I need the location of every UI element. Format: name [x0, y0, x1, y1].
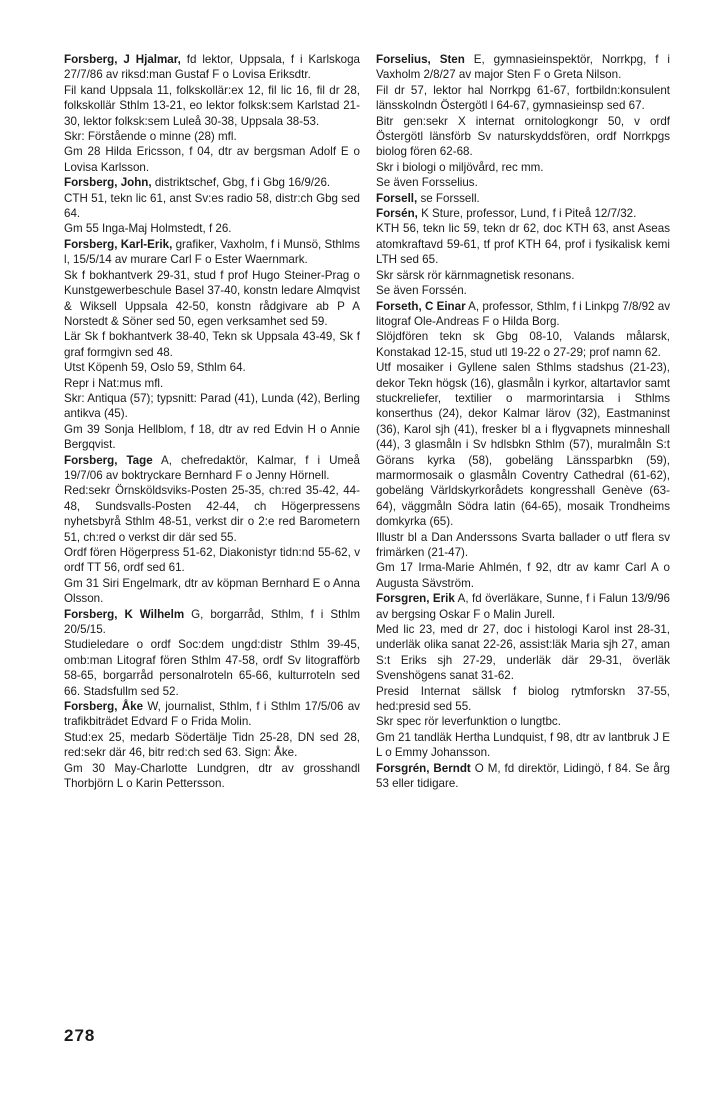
entry-paragraph: Med lic 23, med dr 27, doc i histologi Karol inst 28-31, underläk olika sanat 22-26, assist:läk Maria sjh 27, aman S:t Eriks sjh 27-29, underläk där 29-31, överläk Svenshögens sanat 31-62.: [376, 623, 670, 683]
entry-name: K Wilhelm: [117, 607, 185, 621]
entry-paragraph: Utf mosaiker i Gyllene salen Sthlms stadshus (21-23), dekor Tekn högsk (16), glasmåln i kyrkor, altartavlor samt stuckreliefer, textilier o marmorintarsia i Sthlms konserthus (24), dekor Kalmar lärov (32), Eastmaninst (36), Karol sjh (41), fresker bl a i flygvapnets minneshall (44), 3 glasmåln i Sv hdlsbkn Sthlm (57), muralmåln S:t Görans kyrka (58), gobeläng Länssparbkn (59), marmormosaik o glasmåln Coventry Cathedral (61-62), gobeläng Världskyrkorådets kongresshall Genève (63-64), väggmåln Södra latin (64-65), mosaik Trondheims domkyrka (65).: [376, 361, 670, 529]
biography-entry: [64, 453, 360, 607]
entry-heading: Forsberg, Karl-Erik,: [64, 237, 173, 251]
entry-first-line: [376, 299, 670, 330]
entry-paragraph: Illustr bl a Dan Anderssons Svarta ballader o utf flera sv frimärken (21-47).: [376, 530, 670, 559]
entry-text: grafiker, Vaxholm, f i Munsö, Sthlms l, 15/5/14 av murare Carl F o Ester Waernmark.: [64, 237, 360, 267]
page-number: 278: [64, 1026, 96, 1045]
entry-paragraph: Sk f bokhantverk 29-31, stud f prof Hugo Steiner-Prag o Kunstgewerbeschule Basel 37-40, konstn ledare Almqvist & Wiksell Uppsala 42-50, konstn rådgivare ab P A Norstedt & Söner sed 50, egen verksamhet sed 59.: [64, 268, 360, 328]
biography-entry: [376, 761, 670, 792]
entry-paragraph: Stud:ex 25, medarb Södertälje Tidn 25-28, DN sed 28, red:sekr där 46, bitr red:ch sed 63. Sign: Åke.: [64, 730, 360, 760]
entry-paragraph: Lär Sk f bokhantverk 38-40, Tekn sk Uppsala 43-49, Sk f graf formgivn sed 48.: [64, 330, 360, 359]
entry-heading: Forsgrén, Berndt: [376, 761, 471, 775]
entry-text: A, chefredaktör, Kalmar, f i Umeå 19/7/06 av boktryckare Bernhard F o Jenny Hörnell.: [64, 453, 360, 482]
biography-entry: [376, 191, 670, 206]
entry-paragraph: Se även Forssén.: [376, 284, 467, 298]
entry-paragraph: Gm 55 Inga-Maj Holmstedt, f 26.: [64, 222, 232, 236]
entry-heading: Forsberg,: [64, 607, 118, 621]
entry-paragraph: Presid Internat sällsk f biolog rytmforskn 37-55, hed:presid sed 55.: [376, 684, 670, 714]
entry-first-line: [376, 191, 670, 206]
entry-first-line: [64, 607, 360, 638]
biography-entry: [64, 52, 360, 175]
entry-first-line: [64, 453, 360, 484]
entry-heading: Forsberg,: [64, 53, 118, 66]
biography-entry: [64, 237, 360, 453]
entry-paragraph: Se även Forsselius.: [376, 176, 478, 190]
entry-paragraph: Gm 21 tandläk Hertha Lundquist, f 98, dtr av lantbruk J E L o Emmy Johansson.: [376, 730, 670, 760]
entry-first-line: [376, 591, 670, 622]
entry-paragraph: Fil kand Uppsala 11, folkskollär:ex 12, fil lic 16, fil dr 28, folkskollär Sthlm 13-21, eo lektor folksk:sem Karlstad 21-30, lektor folksk:sem Luleå 30-38, Uppsala 38-53.: [64, 83, 360, 128]
entry-first-line: [376, 206, 670, 221]
entry-paragraph: Gm 39 Sonja Hellblom, f 18, dtr av red Edvin H o Annie Bergqvist.: [64, 422, 360, 452]
entry-paragraph: Skr spec rör leverfunktion o lungtbc.: [376, 715, 561, 729]
entry-paragraph: Slöjdfören tekn sk Gbg 08-10, Valands målarsk, Konstakad 12-15, stud utl 19-22 o 27-29; prof namn 62.: [376, 330, 670, 359]
entry-paragraph: KTH 56, tekn lic 59, tekn dr 62, doc KTH 63, anst Aseas atomkraftavd 59-61, tf prof KTH 64, prof i fysikalisk kemi LTH sed 65.: [376, 222, 670, 267]
entry-heading: Forsberg, Tage: [64, 453, 153, 467]
entry-paragraph: Skr: Antiqua (57); typsnitt: Parad (41), Lunda (42), Berling antikva (45).: [64, 391, 360, 421]
entry-heading: Forsberg, John,: [64, 176, 152, 190]
entry-first-line: [376, 761, 670, 792]
entry-paragraph: Utst Köpenh 59, Oslo 59, Sthlm 64.: [64, 361, 246, 375]
entry-paragraph: CTH 51, tekn lic 61, anst Sv:es radio 58, distr:ch Gbg sed 64.: [64, 191, 360, 221]
entry-first-line: [64, 699, 360, 730]
entry-heading: Forsell,: [376, 191, 418, 205]
biography-entry: [64, 699, 360, 791]
entry-heading: Forsberg, Åke: [64, 700, 144, 714]
entry-paragraph: Gm 30 May-Charlotte Lundgren, dtr av grosshandl Thorbjörn L o Karin Pettersson.: [64, 761, 360, 791]
entry-text: K Sture, professor, Lund, f i Piteå 12/7/32.: [417, 207, 637, 221]
entry-heading: Forsén,: [376, 207, 418, 221]
biography-entry: [376, 299, 670, 592]
entry-paragraph: Skr: Förstående o minne (28) mfl.: [64, 130, 237, 144]
entry-first-line: [64, 237, 360, 268]
entry-text: se Forssell.: [417, 191, 480, 205]
entry-paragraph: Red:sekr Örnsköldsviks-Posten 25-35, ch:red 35-42, 44-48, Sundsvalls-Posten 42-44, ch Högerpressens nyhetsbyrå Sthlm 48-51, verkst dir o 2:e red Barometern 51, ch:red o verkst dir där sed 55.: [64, 484, 360, 544]
entry-text: fd lektor, Uppsala, f i Karlskoga 27/7/86 av riksd:man Gustaf F o Lovisa Eriksdtr.: [64, 53, 360, 82]
left-column: [64, 52, 360, 792]
biography-entry: [64, 607, 360, 699]
entry-text: distriktschef, Gbg, f i Gbg 16/9/26.: [151, 176, 331, 190]
entry-paragraph: Gm 31 Siri Engelmark, dtr av köpman Bernhard E o Anna Olsson.: [64, 576, 360, 606]
biography-entry: [376, 591, 670, 760]
entry-text: A, professor, Sthlm, f i Linkpg 7/8/92 av litograf Ole-Andreas F o Hilda Borg.: [376, 299, 670, 328]
entry-text: E, gymnasieinspektör, Norrkpg, f i Vaxholm 2/8/27 av major Sten F o Greta Nilson.: [376, 53, 671, 82]
biography-entry: [376, 52, 670, 191]
entry-text: G, borgarråd, Sthlm, f i Sthlm 20/5/15.: [64, 607, 360, 637]
entry-paragraph: Skr i biologi o miljövård, rec mm.: [376, 160, 544, 174]
entry-text: W, journalist, Sthlm, f i Sthlm 17/5/06 av trafikbiträdet Edvard F o Frida Molin.: [64, 700, 360, 729]
biography-entry: [376, 206, 670, 298]
entry-name: J Hjalmar,: [117, 53, 181, 66]
entry-heading: Forsgren, Erik: [376, 592, 455, 606]
entry-text: A, fd överläkare, Sunne, f i Falun 13/9/96 av bergsing Oskar F o Malin Jurell.: [376, 592, 670, 621]
entry-text: O M, fd direktör, Lidingö, f 84. Se årg 53 eller tidigare.: [376, 761, 671, 791]
entry-paragraph: Fil dr 57, lektor hal Norrkpg 61-67, fortbildn:konsulent länsskolndn Östergötl l 64-67, gymnasieinsp sed 67.: [376, 83, 670, 113]
entry-heading: Forseth, C Einar: [376, 299, 466, 313]
entry-paragraph: Bitr gen:sekr X internat ornitologkongr 50, v ordf Östergötl länsförb Sv naturskyddsfören, ordf Norrkpgs biolog fören 62-68.: [376, 114, 670, 159]
entry-paragraph: Skr särsk rör kärnmagnetisk resonans.: [376, 268, 575, 282]
entry-paragraph: Gm 28 Hilda Ericsson, f 04, dtr av bergsman Adolf E o Lovisa Karlsson.: [64, 145, 360, 174]
entry-heading: Forselius, Sten: [376, 53, 465, 66]
entry-first-line: [376, 52, 670, 83]
entry-first-line: [64, 52, 360, 83]
right-column: [376, 52, 670, 792]
biography-entry: [64, 175, 360, 237]
entry-paragraph: Ordf fören Högerpress 51-62, Diakonistyr tidn:nd 55-62, v ordf TT 56, ordf sed 61.: [64, 546, 360, 575]
entry-first-line: [64, 175, 360, 190]
entry-paragraph: Repr i Nat:mus mfl.: [64, 376, 164, 390]
entry-paragraph: Studieledare o ordf Soc:dem ungd:distr Sthlm 39-45, omb:man Litograf fören Sthlm 47-58, ordf Sv litografförb 58-65, borgarråd personalroteln 65-66, kulturroteln sed 66. Stadsfullm sed 52.: [64, 638, 360, 698]
entry-paragraph: Gm 17 Irma-Marie Ahlmén, f 92, dtr av kamr Carl A o Augusta Sävström.: [376, 561, 670, 590]
